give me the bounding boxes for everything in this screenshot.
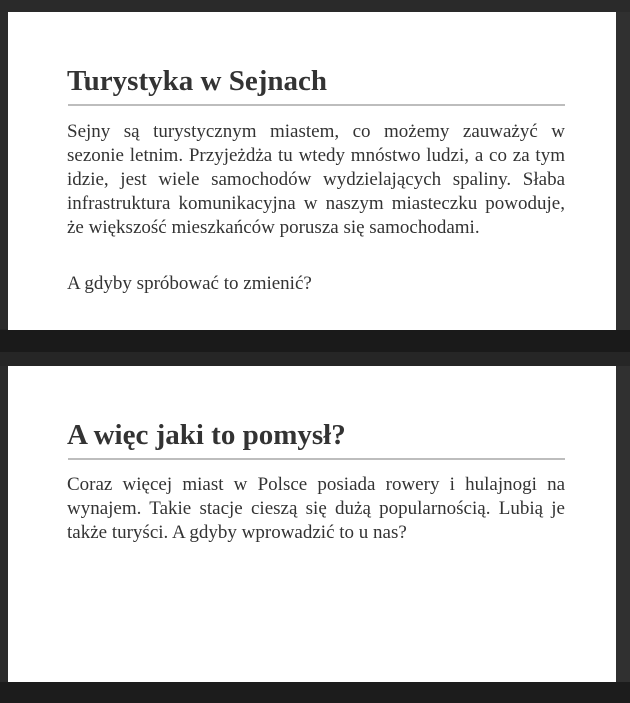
slide-separator-shadow <box>0 330 630 352</box>
slide-2-title-divider <box>68 458 565 460</box>
slide-2 <box>8 366 616 682</box>
top-background-band <box>0 0 630 12</box>
slide-1-right-gutter <box>616 12 630 330</box>
slide-2-right-gutter <box>616 366 630 682</box>
slide-1-paragraph-1: Sejny są turystycznym miastem, co możemy zauważyć w sezonie letnim. Przyjeżdża tu wtedy mnóstwo ludzi, a co za tym idzie, jest wiele samochodów wydzielających spaliny. Słaba infrastruktura komunikacyjna w naszym miasteczku powoduje, że większość mieszkańców porusza się samochodami. <box>67 121 565 238</box>
slide-2-title: A więc jaki to pomysł? <box>67 419 346 451</box>
bottom-background-band <box>0 682 630 703</box>
slide-1 <box>8 12 616 330</box>
slide-1-paragraph-2: A gdyby spróbować to zmienić? <box>67 273 312 294</box>
slide-2-paragraph-1: Coraz więcej miast w Polsce posiada rowery i hulajnogi na wynajem. Takie stacje cieszą się dużą popularnością. Lubią je także turyści. A gdyby wprowadzić to u nas? <box>67 474 565 543</box>
slide-1-title-divider <box>68 104 565 106</box>
slide-1-title: Turystyka w Sejnach <box>67 65 327 97</box>
